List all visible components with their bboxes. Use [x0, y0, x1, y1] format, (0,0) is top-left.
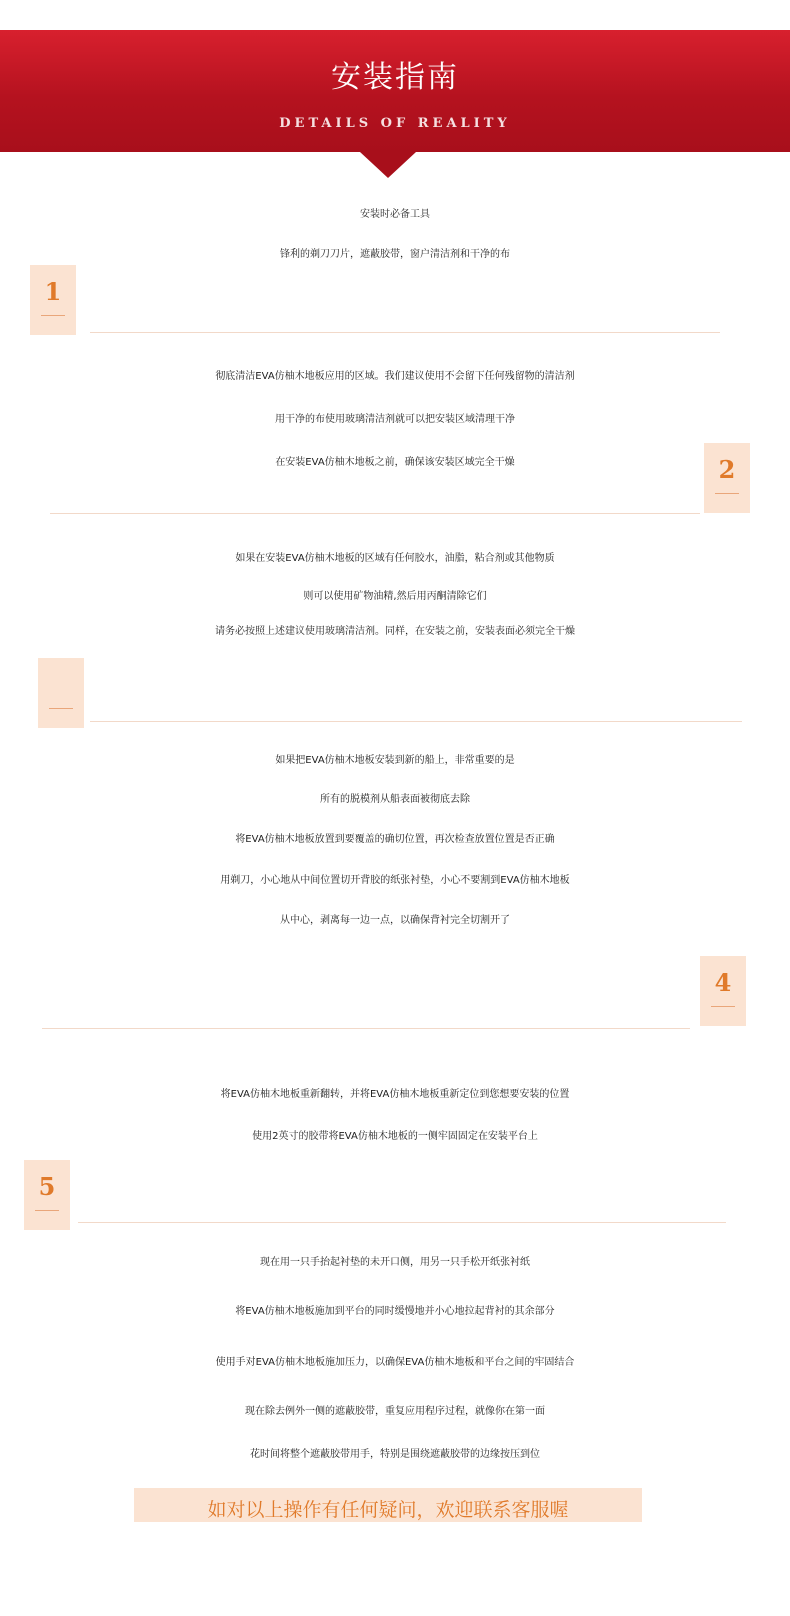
banner-pointer-arrow — [360, 152, 416, 178]
tools-heading: 安装时必备工具 — [360, 209, 430, 220]
step-2-line-1: 如果在安装EVA仿柚木地板的区域有任何胶水，油脂，粘合剂或其他物质 — [235, 553, 555, 564]
step-divider — [90, 721, 742, 722]
step-number-underline — [49, 708, 73, 709]
contact-banner — [134, 1488, 642, 1522]
tools-list: 锋利的剃刀刀片，遮蔽胶带，窗户清洁剂和干净的布 — [280, 249, 510, 260]
step-number: 5 — [38, 1172, 56, 1201]
step-badge-2 — [704, 443, 750, 513]
step-1-line-3: 在安装EVA仿柚木地板之前，确保该安装区域完全干燥 — [275, 457, 515, 468]
step-5-line-4: 现在除去例外一侧的遮蔽胶带，重复应用程序过程，就像你在第一面 — [245, 1406, 545, 1417]
page-title: 安装指南 — [331, 60, 459, 95]
step-2-line-2: 则可以使用矿物油精,然后用丙酮清除它们 — [303, 591, 487, 602]
step-badge-1 — [30, 265, 76, 335]
step-divider — [90, 332, 720, 333]
step-badge-3 — [38, 658, 84, 728]
step-5-line-3: 使用手对EVA仿柚木地板施加压力，以确保EVA仿柚木地板和平台之间的牢固结合 — [215, 1357, 575, 1368]
step-2-line-3: 请务必按照上述建议使用玻璃清洁剂。同样，在安装之前，安装表面必须完全干燥 — [215, 626, 575, 637]
step-5-line-5: 花时间将整个遮蔽胶带用手，特别是围绕遮蔽胶带的边缘按压到位 — [250, 1449, 540, 1460]
step-3-line-3: 将EVA仿柚木地板放置到要覆盖的确切位置，再次检查放置位置是否正确 — [235, 834, 555, 845]
step-3-line-4: 用剃刀，小心地从中间位置切开背胶的纸张衬垫，小心不要割到EVA仿柚木地板 — [220, 875, 570, 886]
step-divider — [42, 1028, 690, 1029]
step-1-line-1: 彻底清洁EVA仿柚木地板应用的区域。我们建议使用不会留下任何残留物的清洁剂 — [215, 371, 575, 382]
step-divider — [50, 513, 700, 514]
step-number-underline — [41, 315, 65, 316]
step-3-line-1: 如果把EVA仿柚木地板安装到新的船上，非常重要的是 — [275, 755, 515, 766]
contact-text: 如对以上操作有任何疑问，欢迎联系客服喔 — [207, 1499, 569, 1521]
step-badge-5 — [24, 1160, 70, 1230]
step-badge-4 — [700, 956, 746, 1026]
step-5-line-2: 将EVA仿柚木地板施加到平台的同时缓慢地并小心地拉起背衬的其余部分 — [235, 1306, 555, 1317]
step-number: 4 — [714, 968, 732, 997]
step-number-underline — [35, 1210, 59, 1211]
page-subtitle: DETAILS OF REALITY — [279, 116, 511, 131]
step-3-line-5: 从中心，剥离每一边一点，以确保背衬完全切割开了 — [280, 915, 510, 926]
step-4-line-2: 使用2英寸的胶带将EVA仿柚木地板的一侧牢固固定在安装平台上 — [252, 1131, 538, 1142]
step-5-line-1: 现在用一只手抬起衬垫的未开口侧，用另一只手松开纸张衬纸 — [260, 1257, 530, 1268]
step-number: 1 — [44, 277, 62, 306]
step-number: 2 — [718, 455, 736, 484]
step-number-underline — [711, 1006, 735, 1007]
step-divider — [78, 1222, 726, 1223]
step-4-line-1: 将EVA仿柚木地板重新翻转，并将EVA仿柚木地板重新定位到您想要安装的位置 — [220, 1089, 570, 1100]
step-number-underline — [715, 493, 739, 494]
step-1-line-2: 用干净的布使用玻璃清洁剂就可以把安装区域清理干净 — [275, 414, 515, 425]
step-3-line-2: 所有的脱模剂从船表面被彻底去除 — [320, 794, 470, 805]
